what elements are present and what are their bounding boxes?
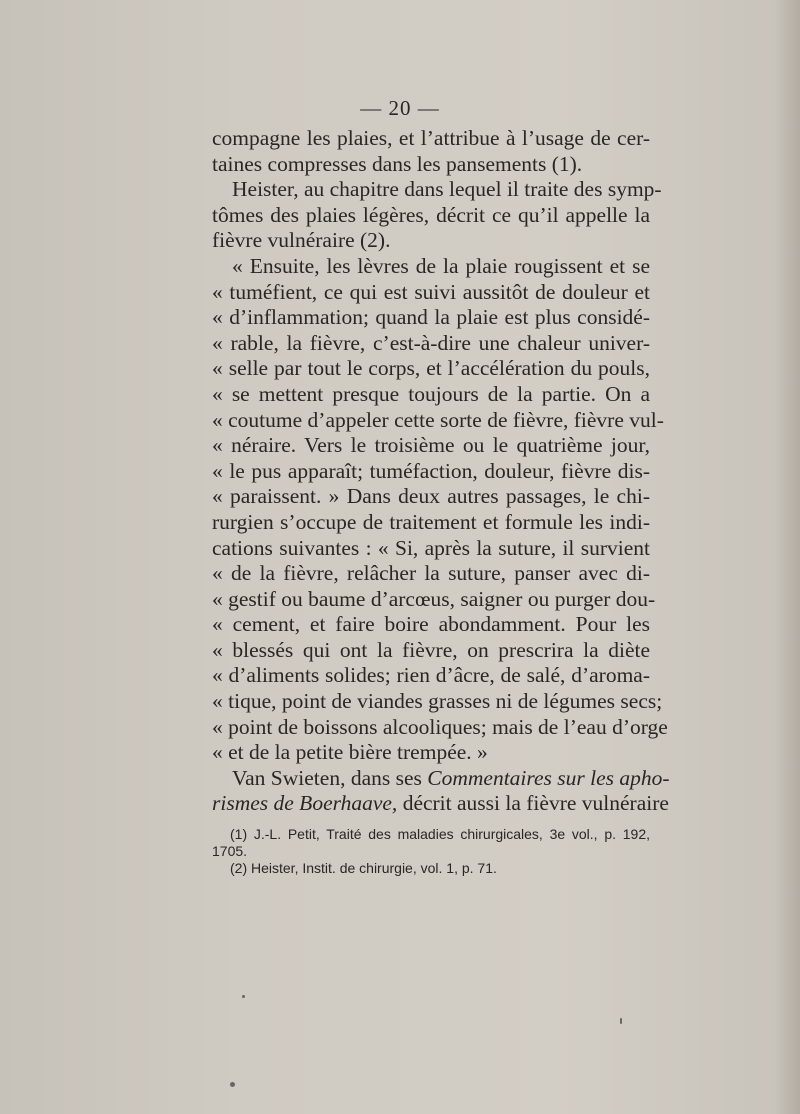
text-line: « tuméfient, ce qui est suivi aussitôt de douleur et [212,279,650,304]
text-line: compagne les plaies, et l’attribue à l’usage de cer- [212,126,650,150]
footnote-2: (2) Heister, Instit. de chirurgie, vol. 1, p. 71. [230,860,497,876]
text-line: « coutume d’appeler cette sorte de fièvre, fièvre vul- [212,407,664,432]
text-line: « et de la petite bière trempée. » [212,740,488,765]
text-line: fièvre vulnéraire (2). [212,228,391,253]
text-line: « selle par tout le corps, et l’accélération du pouls, [212,356,650,381]
text-line: « se mettent presque toujours de la partie. On a [212,381,650,406]
italic-title: rismes de Boerhaave, [212,791,398,816]
text-line: « cement, et faire boire abondamment. Pour les [212,612,650,637]
text-fragment: Van Swieten, dans ses [232,765,428,790]
text-line: « néraire. Vers le troisième ou le quatrième jour, [212,433,650,458]
text-line: « de la fièvre, relâcher la suture, panser avec di- [212,561,650,586]
ink-speck [242,995,245,998]
text-fragment: décrit aussi la fièvre vulnéraire [397,791,669,816]
text-line: « d’inflammation; quand la plaie est plus considé- [212,305,650,330]
text-line: Heister, au chapitre dans lequel il traite des symp- [232,177,662,202]
text-line: tômes des plaies légères, décrit ce qu’il appelle la [212,202,650,227]
footnotes [212,826,650,877]
text-line: « tique, point de viandes grasses ni de légumes secs; [212,689,663,714]
text-line: « d’aliments solides; rien d’âcre, de salé, d’aroma- [212,663,650,688]
text-line: « blessés qui ont la fièvre, on prescrira la diète [212,637,650,662]
main-text [212,126,670,817]
ink-speck [620,1018,622,1024]
page-number: — 20 — [360,96,440,120]
text-line: « rable, la fièvre, c’est-à-dire une chaleur univer- [212,330,650,355]
text-line: « point de boissons alcooliques; mais de l’eau d’orge [212,714,668,739]
text-line: rurgien s’occupe de traitement et formule les indi- [212,509,650,534]
text-line: taines compresses dans les pansements (1). [212,151,583,176]
text-line: « gestif ou baume d’arcœus, saigner ou purger dou- [212,586,656,611]
text-line [212,765,670,792]
text-line: « paraissent. » Dans deux autres passages, le chi- [212,484,650,509]
text-line: « Ensuite, les lèvres de la plaie rougissent et se [232,253,650,278]
footnote-1-continued: 1705. [212,843,248,859]
italic-title: Commentaires sur les apho- [427,765,670,790]
text-line: « le pus apparaît; tuméfaction, douleur, fièvre dis- [212,458,650,483]
footnote-1: (1) J.-L. Petit, Traité des maladies chirurgicales, 3e vol., p. 192, [230,826,650,842]
ink-speck [230,1082,235,1087]
page-edge-shadow [774,0,800,1114]
text-line [212,791,669,817]
text-line: cations suivantes : « Si, après la suture, il survient [212,535,650,560]
